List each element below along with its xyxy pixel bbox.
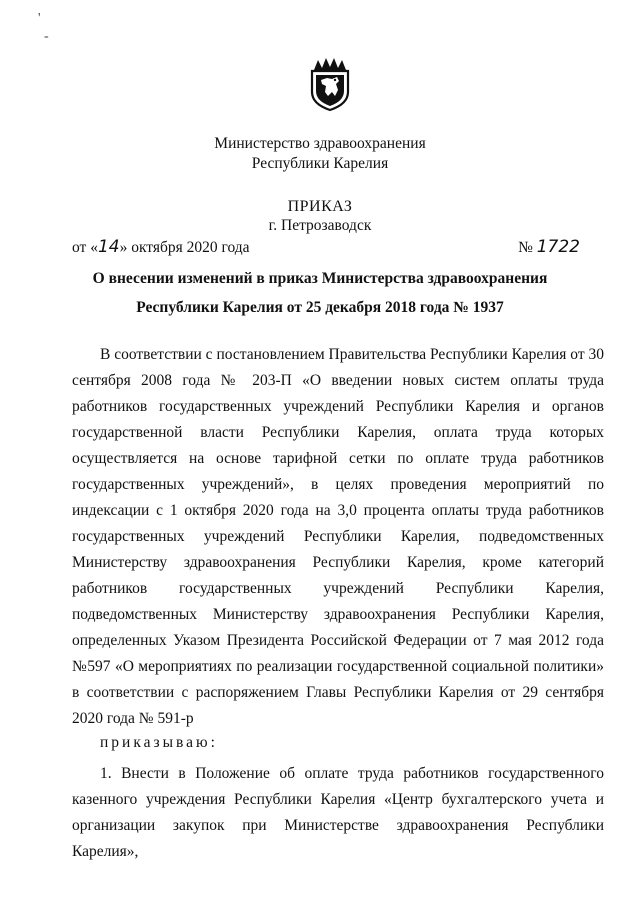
order-number — [518, 237, 580, 257]
coat-of-arms-karelia-icon — [308, 56, 352, 112]
order-date — [72, 237, 250, 257]
ministry-line: Министерство здравоохранения — [214, 135, 426, 152]
ministry-line: Республики Карелия — [251, 155, 389, 172]
city: г. Петрозаводск — [268, 217, 372, 234]
scan-mark: ' — [38, 11, 41, 26]
document-type: ПРИКАЗ — [287, 198, 353, 215]
handwritten-day: 14 — [97, 237, 120, 257]
date-suffix: » октября 2020 года — [119, 239, 250, 256]
document-title — [60, 264, 580, 322]
scan-mark: - — [44, 29, 49, 44]
item-1-paragraph: 1. Внести в Положение об оплате труда работников государственного казенного учреждения Республики Карелия «Центр бухгалтерского учета и организации закупок при Министерстве здравоохранения Республики Карелия», — [72, 765, 604, 860]
title-line: Республики Карелия от 25 декабря 2018 года № 1937 — [136, 299, 504, 316]
preamble-paragraph: В соответствии с постановлением Правительства Республики Карелия от 30 сентября 2008 года № 203-П «О введении новых систем оплаты труда работников государственных учреждений Республики Карелия и органов государственной власти Республики Карелия, оплата труда которых осуществляется на основе тарифной сетки по оплате труда работников государственных учреждений», в целях проведения мероприятий по индексации с 1 октября 2020 года на 3,0 процента оплаты труда работников государственных учреждений Республики Карелия, подведомственных Министерству здравоохранения Республики Карелия, кроме категорий работников государственных учреждений Республики Карелия, подведомственных Министерству здравоохранения Республики Карелия, определенных Указом Президента Российской Федерации от 7 мая 2012 года №597 «О мероприятиях по реализации государственной социальной политики» в соответствии с распоряжением Главы Республики Карелия от 29 сентября 2020 года № 591-р — [72, 346, 604, 727]
ministry-name — [0, 134, 640, 174]
date-prefix: от « — [72, 239, 98, 256]
number-prefix: № — [518, 239, 533, 256]
title-line: О внесении изменений в приказ Министерства здравоохранения — [92, 270, 548, 287]
handwritten-number: 1722 — [536, 237, 580, 257]
date-number-row — [72, 237, 580, 259]
order-word: приказываю: — [100, 734, 218, 751]
